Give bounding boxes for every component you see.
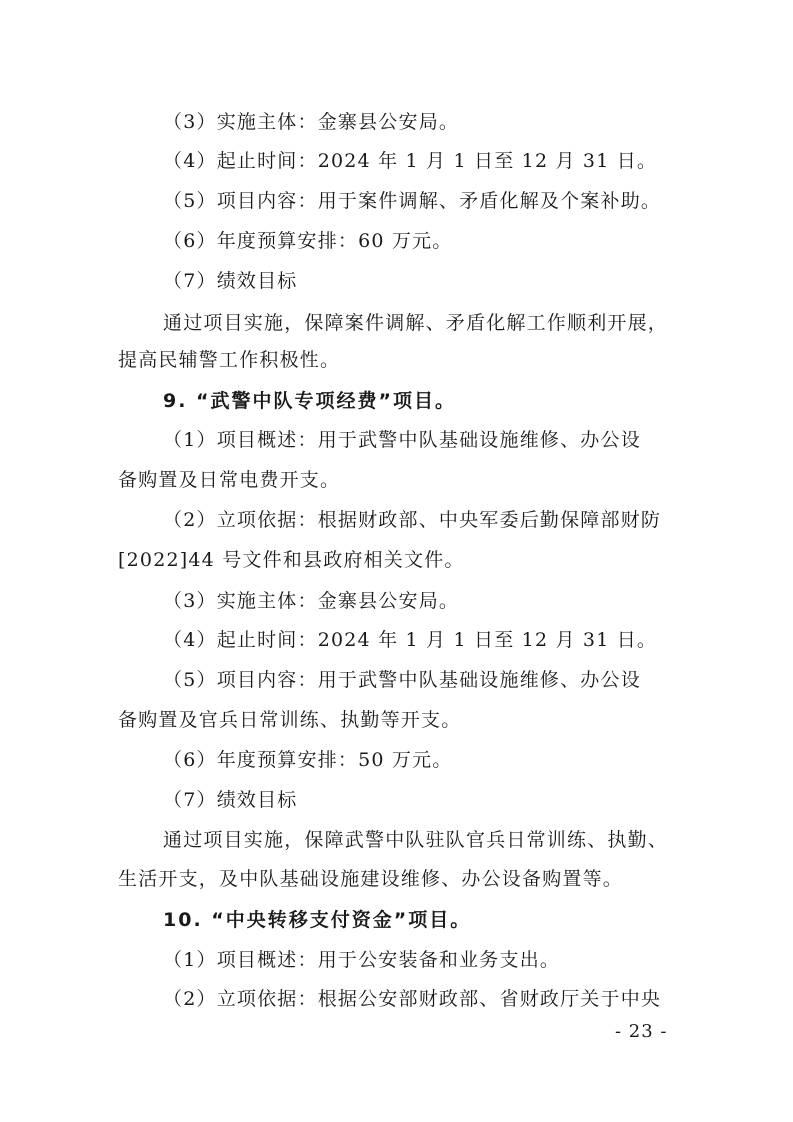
paragraph-line: （5）项目内容：用于武警中队基础设施维修、办公设 [163,669,641,691]
paragraph-line: 备购置及日常电费开支。 [118,469,341,491]
paragraph-line: （4）起止时间：2024 年 1 月 1 日至 12 月 31 日。 [163,629,658,651]
section-heading: 10. “中央转移支付资金”项目。 [163,909,472,931]
paragraph-line: 生活开支，及中队基础设施建设维修、办公设备购置等。 [118,868,624,890]
paragraph-line: （3）实施主体：金寨县公安局。 [163,590,460,612]
paragraph-line: （6）年度预算安排：60 万元。 [163,230,453,252]
paragraph-line: （5）项目内容：用于案件调解、矛盾化解及个案补助。 [163,190,662,212]
paragraph-line: （6）年度预算安排：50 万元。 [163,749,453,771]
paragraph-line: 通过项目实施，保障案件调解、矛盾化解工作顺利开展， [163,312,669,334]
paragraph-line: （7）绩效目标 [163,270,298,292]
paragraph-line: （7）绩效目标 [163,789,298,811]
paragraph-line: （3）实施主体：金寨县公安局。 [163,111,460,133]
paragraph-line: （2）立项依据：根据公安部财政部、省财政厅关于中央 [163,988,662,1010]
section-heading: 9. “武警中队专项经费”项目。 [163,390,457,412]
page-number: - 23 - [615,1021,668,1042]
paragraph-line: （4）起止时间：2024 年 1 月 1 日至 12 月 31 日。 [163,150,658,172]
paragraph-line: 提高民辅警工作积极性。 [118,349,341,371]
paragraph-line: 通过项目实施，保障武警中队驻队官兵日常训练、执勤、 [163,829,669,851]
paragraph-line: [2022]44 号文件和县政府相关文件。 [118,549,465,571]
paragraph-line: 备购置及官兵日常训练、执勤等开支。 [118,709,462,731]
paragraph-line: （1）项目概述：用于武警中队基础设施维修、办公设 [163,429,641,451]
paragraph-line: （1）项目概述：用于公安装备和业务支出。 [163,949,561,971]
paragraph-line: （2）立项依据：根据财政部、中央军委后勤保障部财防 [163,509,662,531]
